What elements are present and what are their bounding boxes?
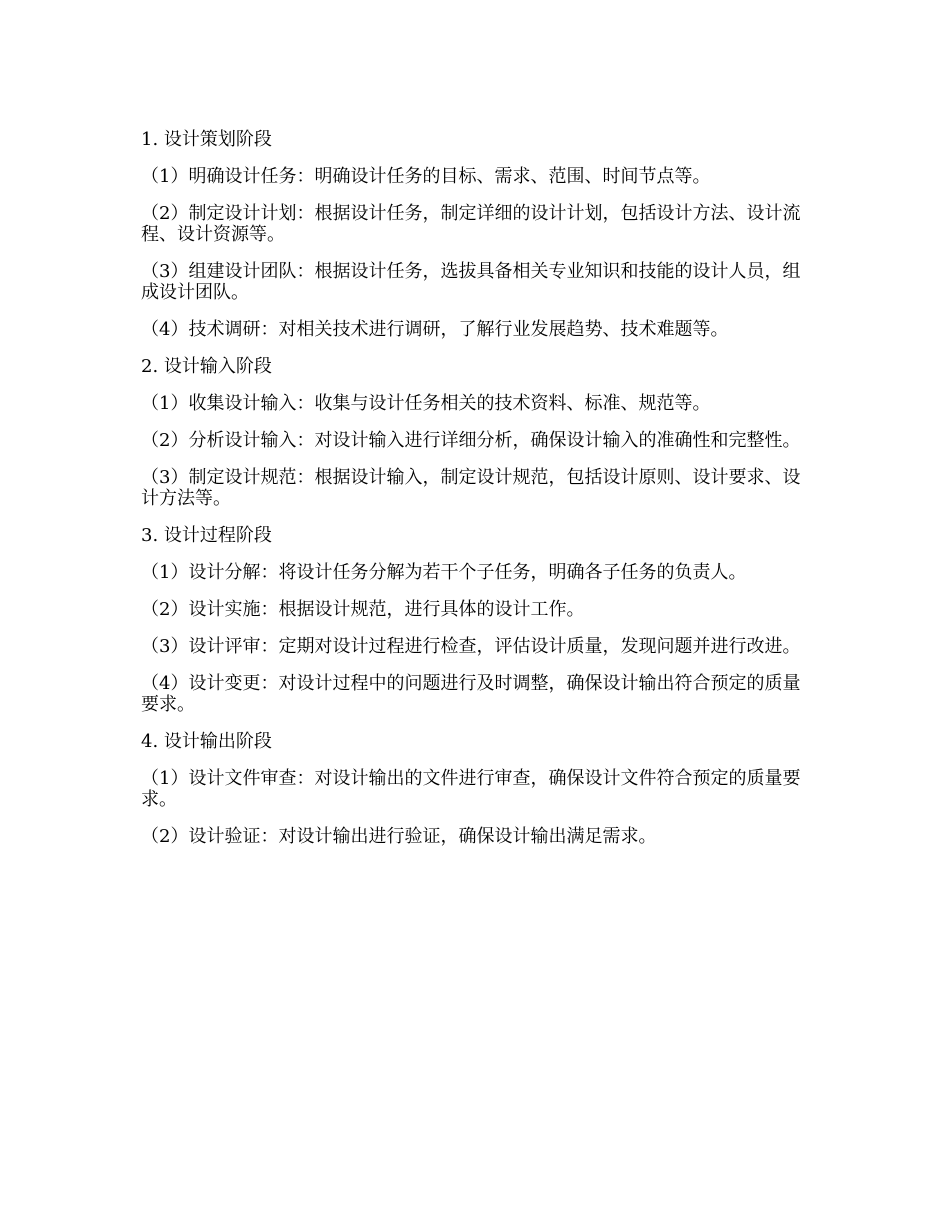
paragraph: （4）技术调研：对相关技术进行调研，了解行业发展趋势、技术难题等。 bbox=[141, 319, 729, 340]
section-heading: 4. 设计输出阶段 bbox=[141, 731, 272, 752]
paragraph: （1）明确设计任务：明确设计任务的目标、需求、范围、时间节点等。 bbox=[141, 166, 711, 187]
section-heading: 1. 设计策划阶段 bbox=[141, 129, 272, 150]
paragraph: （1）收集设计输入：收集与设计任务相关的技术资料、标准、规范等。 bbox=[141, 393, 711, 414]
document-body bbox=[141, 129, 807, 863]
section-heading: 2. 设计输入阶段 bbox=[141, 356, 272, 377]
section-heading: 3. 设计过程阶段 bbox=[141, 525, 272, 546]
paragraph: （4）设计变更：对设计过程中的问题进行及时调整，确保设计输出符合预定的质量要求。 bbox=[141, 673, 801, 715]
paragraph: （3）组建设计团队：根据设计任务，选拔具备相关专业知识和技能的设计人员，组成设计团队。 bbox=[141, 261, 801, 303]
paragraph: （1）设计文件审查：对设计输出的文件进行审查，确保设计文件符合预定的质量要求。 bbox=[141, 768, 801, 810]
paragraph: （1）设计分解：将设计任务分解为若干个子任务，明确各子任务的负责人。 bbox=[141, 562, 747, 583]
paragraph: （2）制定设计计划：根据设计任务，制定详细的设计计划，包括设计方法、设计流程、设计资源等。 bbox=[141, 203, 801, 245]
paragraph: （3）制定设计规范：根据设计输入，制定设计规范，包括设计原则、设计要求、设计方法等。 bbox=[141, 467, 801, 509]
paragraph: （2）分析设计输入：对设计输入进行详细分析，确保设计输入的准确性和完整性。 bbox=[141, 430, 801, 451]
paragraph: （2）设计实施：根据设计规范，进行具体的设计工作。 bbox=[141, 599, 585, 620]
paragraph: （2）设计验证：对设计输出进行验证，确保设计输出满足需求。 bbox=[141, 826, 657, 847]
paragraph: （3）设计评审：定期对设计过程进行检查，评估设计质量，发现问题并进行改进。 bbox=[141, 636, 801, 657]
